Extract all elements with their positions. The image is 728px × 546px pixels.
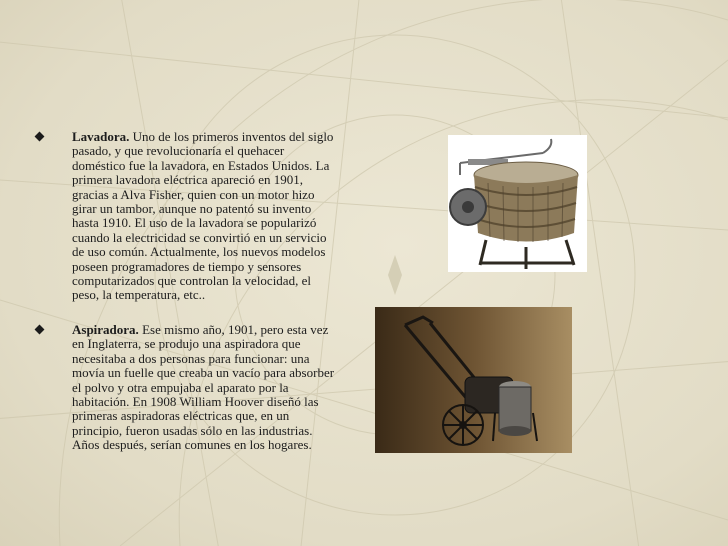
lavadora-paragraph — [72, 130, 336, 303]
lavadora-description: Uno de los primeros inventos del siglo pasado, y que revolucionaría el quehacer doméstico fue la lavadora, en Estados Unidos. La primera lavadora eléctrica apareció en 1901, gracias a Alva Fisher, quien con un motor hizo girar un tambor, aunque no patentó su invento hasta 1910. El uso de la lavadora se popularizó cuando la electricidad se convirtió en un servicio de uso común. Actualmente, los nuevos modelos poseen programadores de tiempo y sensores computarizados que controlan la velocidad, el peso, la temperatura, etc.. — [72, 129, 334, 303]
vacuum-cleaner-photo — [375, 307, 572, 453]
aspiradora-term: Aspiradora. — [72, 322, 139, 337]
diamond-bullet-icon — [35, 132, 45, 142]
aspiradora-description: Ese mismo año, 1901, pero esta vez en Inglaterra, se produjo una aspiradora que necesitaba a dos personas para funcionar: una movía un fuelle que creaba un vacío para absorber el polvo y otra empujaba el aparato por la habitación. En 1908 William Hoover diseñó las primeras aspiradoras eléctricas que, en un principio, fueron usadas sólo en las industrias. Años después, serían comunes en los hogares. — [72, 322, 335, 453]
washing-machine-photo — [448, 135, 587, 272]
aspiradora-paragraph — [72, 323, 336, 453]
list-item-aspiradora — [36, 323, 336, 453]
list-item-lavadora — [36, 130, 336, 303]
diamond-bullet-icon — [35, 325, 45, 335]
lavadora-term: Lavadora. — [72, 129, 130, 144]
